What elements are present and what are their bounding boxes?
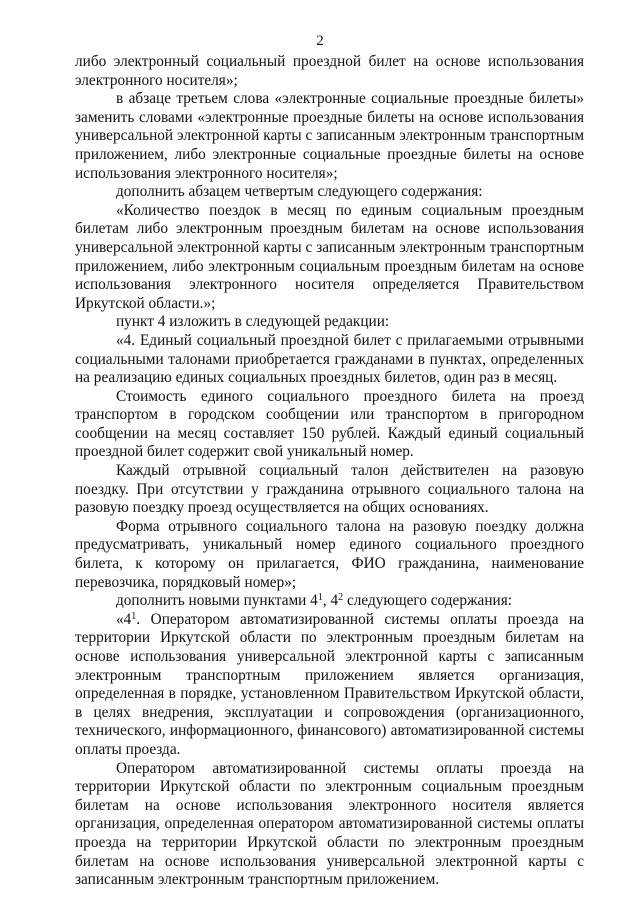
page-number: 2 xyxy=(316,33,324,49)
paragraph-new-points xyxy=(75,592,584,611)
text-run: . Оператором автоматизированной системы оплаты проезда на территории Иркутской области по электронным проездным билетам на основе использования универсальной электронной карты с записанным электронным транспортным приложением является организация, определенная в порядке, установленном Правительством Иркутской области, в целях внедрения, эксплуатации и сопровождения (организационного, технического, информационного, финансового) автоматизированной системы оплаты проезда. xyxy=(75,610,584,758)
paragraph-operator-social: Оператором автоматизированной системы оплаты проезда на территории Иркутской области по электронным социальным проездным билетам на основе использования электронного носителя является организация, определенная оператором автоматизированной системы оплаты проезда на территории Иркутской области по электронным проездным билетам на основе использования универсальной электронной карты с записанным электронным транспортным приложением. xyxy=(75,759,584,889)
text-run: , 4 xyxy=(322,592,339,610)
paragraph-trips-count: «Количество поездок в месяц по единым социальным проездным билетам либо электронным проездным билетам на основе использования универсальной электронной карты с записанным электронным транспортным приложением, либо электронным социальным проездным билетам на основе использования электронного носителя определяется Правительством Иркутской области.»; xyxy=(75,201,584,312)
paragraph-point4-intro: пункт 4 изложить в следующей редакции: xyxy=(116,313,390,331)
superscript: 1 xyxy=(131,610,137,622)
text-run: дополнить новыми пунктами 4 xyxy=(116,592,318,610)
paragraph-point4: «4. Единый социальный проездной билет с прилагаемыми отрывными социальными талонами приобретается гражданами в пунктах, определенных на реализацию единых социальных проездных билетов, один раз в месяц. xyxy=(75,331,584,387)
paragraph-coupon: Каждый отрывной социальный талон действителен на разовую поездку. При отсутствии у гражданина отрывного социального талона на разовую поездку проезд осуществляется на общих основаниях. xyxy=(75,462,584,517)
paragraph-amendment-third: в абзаце третьем слова «электронные социальные проездные билеты» заменить словами «электронные проездные билеты на основе использования универсальной электронной карты с записанным электронным транспортным приложением, либо электронные социальные проездные билеты на основе использования электронного носителя»; xyxy=(75,90,584,182)
paragraph-coupon-form: Форма отрывного социального талона на разовую поездку должна предусматривать, уникальный номер единого социального проездного билета, к которому он прилагается, ФИО гражданина, наименование перевозчика, порядковый номер»; xyxy=(75,517,584,591)
superscript: 2 xyxy=(338,592,344,604)
document-body xyxy=(75,53,584,890)
superscript: 1 xyxy=(317,592,323,604)
paragraph-add-fourth: дополнить абзацем четвертым следующего содержания: xyxy=(116,183,483,201)
paragraph-ticket-cost: Стоимость единого социального проездного билета на проезд транспортом в городском сообщении или транспортом в пригородном сообщении на месяц составляет 150 рублей. Каждый единый социальный проездной билет содержит свой уникальный номер. xyxy=(75,387,584,461)
paragraph-point41 xyxy=(75,611,584,760)
text-run: «4 xyxy=(116,610,132,628)
paragraph-continuation: либо электронный социальный проездной билет на основе использования электронного носителя»; xyxy=(75,53,584,89)
text-run: следующего содержания: xyxy=(343,592,513,610)
